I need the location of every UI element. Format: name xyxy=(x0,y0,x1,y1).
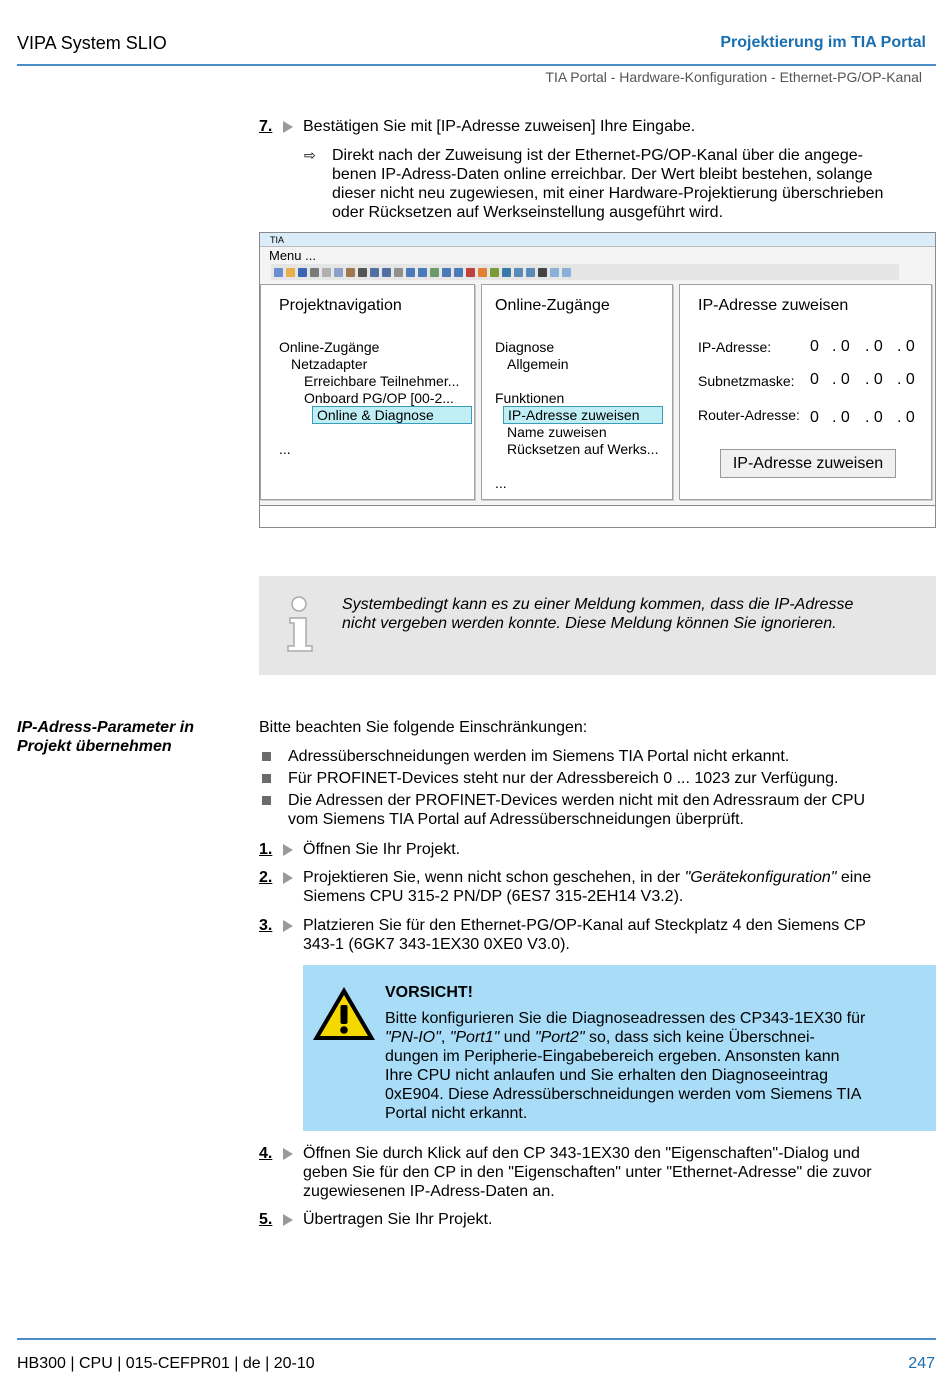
step-number: 2. xyxy=(259,869,273,886)
caution-emphasis: "Port2" xyxy=(534,1029,585,1046)
step-text: eine xyxy=(836,869,872,886)
caution-text: und xyxy=(499,1029,535,1046)
panel-project-navigation xyxy=(260,284,475,500)
panel-assign-ip xyxy=(679,284,932,500)
result-line: dieser nicht neu zugewiesen, mit einer Hardware-Projektierung überschrieben xyxy=(332,185,884,202)
step-4 xyxy=(259,1144,929,1201)
tree-item-online-diagnostics[interactable]: Online & Diagnose xyxy=(312,406,472,424)
nav-item-functions[interactable]: Funktionen xyxy=(495,390,565,406)
step-arrow-icon xyxy=(283,1214,293,1226)
caution-text: , xyxy=(440,1029,450,1046)
tree-item-onboard-pgop[interactable]: Onboard PG/OP [00-2... xyxy=(304,390,454,406)
step-7-result xyxy=(304,146,924,222)
step-text: Platzieren Sie für den Ethernet-PG/OP-Kanal auf Steckplatz 4 den Siemens CP xyxy=(303,917,866,934)
result-line: Direkt nach der Zuweisung ist der Ethernet-PG/OP-Kanal über die angege- xyxy=(332,147,863,164)
step-text: zugewiesenen IP-Adress-Daten an. xyxy=(303,1183,555,1200)
step-text: Projektieren Sie, wenn nicht schon geschehen, in der xyxy=(303,869,685,886)
step-arrow-icon xyxy=(283,920,293,932)
step-1 xyxy=(259,840,929,859)
upload-icon xyxy=(418,268,427,277)
caution-line: Bitte konfigurieren Sie die Diagnoseadressen des CP343-1EX30 für xyxy=(385,1010,866,1027)
header-product: VIPA System SLIO xyxy=(17,33,167,53)
nav-item-reset-factory[interactable]: Rücksetzen auf Werks... xyxy=(507,441,659,457)
result-line: oder Rücksetzen auf Werkseinstellung ausgeführt wird. xyxy=(332,204,724,221)
nav-item-assign-ip[interactable]: IP-Adresse zuweisen xyxy=(503,406,663,424)
side-heading-line: Projekt übernehmen xyxy=(17,738,172,755)
split-vertical-icon xyxy=(526,268,535,277)
step-arrow-icon xyxy=(283,1148,293,1160)
bullet-square-icon xyxy=(262,752,271,761)
ip-octet-3[interactable]: . 0 xyxy=(865,338,883,355)
step-arrow-icon xyxy=(283,844,293,856)
undo-icon xyxy=(370,268,379,277)
step-text: Bestätigen Sie mit [IP-Adresse zuweisen] Ihre Eingabe. xyxy=(303,118,696,135)
split-horizontal-icon xyxy=(514,268,523,277)
simulate-icon xyxy=(430,268,439,277)
caution-line: dungen im Peripherie-Eingabebereich ergeben. Ansonsten kann xyxy=(385,1048,840,1065)
bullet-text: Für PROFINET-Devices steht nur der Adressbereich 0 ... 1023 zur Verfügung. xyxy=(288,770,839,787)
window-icon xyxy=(550,268,559,277)
delete-icon xyxy=(358,268,367,277)
panel-title: IP-Adresse zuweisen xyxy=(698,297,849,314)
tree-item-network-adapter[interactable]: Netzadapter xyxy=(291,356,368,372)
ip-octet-2[interactable]: . 0 xyxy=(832,338,850,355)
caution-text: so, dass sich keine Überschnei- xyxy=(584,1029,815,1046)
footer-document-id: HB300 | CPU | 015-CEFPR01 | de | 20-10 xyxy=(17,1355,315,1372)
router-address-label: Router-Adresse: xyxy=(698,407,800,423)
nav-item-more: ... xyxy=(495,475,507,491)
go-offline-icon xyxy=(454,268,463,277)
step-emphasis: "Gerätekonfiguration" xyxy=(684,869,837,886)
print-icon xyxy=(310,268,319,277)
caution-line: Portal nicht erkannt. xyxy=(385,1105,528,1122)
router-octet-1[interactable]: 0 xyxy=(810,409,819,426)
step-text: Übertragen Sie Ihr Projekt. xyxy=(303,1211,493,1228)
new-icon xyxy=(274,268,283,277)
caution-box xyxy=(303,965,936,1131)
info-note xyxy=(259,576,936,675)
page-number: 247 xyxy=(908,1355,935,1372)
maximize-icon xyxy=(562,268,571,277)
tia-screenshot xyxy=(259,232,936,528)
mask-octet-3[interactable]: . 0 xyxy=(865,371,883,388)
tia-status-bar xyxy=(260,505,935,527)
tree-item-online-access[interactable]: Online-Zugänge xyxy=(279,339,380,355)
header-rule xyxy=(17,64,936,66)
intro-text: Bitte beachten Sie folgende Einschränkungen: xyxy=(259,719,588,736)
step-arrow-icon xyxy=(283,121,293,133)
stop-icon xyxy=(466,268,475,277)
warning-triangle-icon xyxy=(311,985,377,1043)
tia-menu: Menu ... xyxy=(269,248,316,263)
info-icon xyxy=(284,596,316,654)
step-text: Öffnen Sie Ihr Projekt. xyxy=(303,841,461,858)
nav-item-general[interactable]: Allgemein xyxy=(507,356,569,372)
caution-emphasis: "Port1" xyxy=(449,1029,500,1046)
ip-octet-4[interactable]: . 0 xyxy=(897,338,915,355)
step-number: 4. xyxy=(259,1145,273,1162)
step-3 xyxy=(259,916,929,954)
header-chapter: Projektierung im TIA Portal xyxy=(720,34,926,51)
tree-item-accessible-nodes[interactable]: Erreichbare Teilnehmer... xyxy=(304,373,460,389)
tree-item-more: ... xyxy=(279,441,291,457)
caution-heading: VORSICHT! xyxy=(385,984,473,1001)
router-octet-4[interactable]: . 0 xyxy=(897,409,915,426)
ip-octet-1[interactable]: 0 xyxy=(810,338,819,355)
mask-octet-1[interactable]: 0 xyxy=(810,371,819,388)
compile-icon xyxy=(394,268,403,277)
step-number: 7. xyxy=(259,118,273,135)
bullet-item xyxy=(259,747,929,766)
bullet-text: vom Siemens TIA Portal auf Adressüberschneidungen überprüft. xyxy=(288,811,744,828)
caution-emphasis: "PN-IO" xyxy=(385,1029,441,1046)
accessible-devices-icon xyxy=(478,268,487,277)
step-text: geben Sie für den CP in den "Eigenschaften" unter "Ethernet-Adresse" die zuvor xyxy=(303,1164,872,1181)
close-icon xyxy=(538,268,547,277)
step-5 xyxy=(259,1210,929,1229)
caution-line: 0xE904. Diese Adressüberschneidungen werden vom Siemens TIA xyxy=(385,1086,862,1103)
result-arrow-icon: ⇨ xyxy=(304,147,316,163)
tia-toolbar xyxy=(271,264,899,280)
mask-octet-4[interactable]: . 0 xyxy=(897,371,915,388)
router-octet-2[interactable]: . 0 xyxy=(832,409,850,426)
caution-line: Ihre CPU nicht anlaufen und Sie erhalten den Diagnoseeintrag xyxy=(385,1067,828,1084)
start-cpu-icon xyxy=(490,268,499,277)
mask-octet-2[interactable]: . 0 xyxy=(832,371,850,388)
cross-ref-icon xyxy=(502,268,511,277)
step-text: 343-1 (6GK7 343-1EX30 0XE0 V3.0). xyxy=(303,936,570,953)
header-section: TIA Portal - Hardware-Konfiguration - Ethernet-PG/OP-Kanal xyxy=(545,69,922,85)
bullet-text: Adressüberschneidungen werden im Siemens TIA Portal nicht erkannt. xyxy=(288,748,790,765)
panel-title: Projektnavigation xyxy=(279,297,402,314)
step-text: Öffnen Sie durch Klick auf den CP 343-1EX30 den "Eigenschaften"-Dialog und xyxy=(303,1145,860,1162)
step-number: 5. xyxy=(259,1211,273,1228)
subnet-mask-label: Subnetzmaske: xyxy=(698,373,795,389)
panel-online-access xyxy=(481,284,673,500)
step-text: Siemens CPU 315-2 PN/DP (6ES7 315-2EH14 V3.2). xyxy=(303,888,684,905)
download-icon xyxy=(406,268,415,277)
redo-icon xyxy=(382,268,391,277)
step-arrow-icon xyxy=(283,872,293,884)
step-number: 3. xyxy=(259,917,273,934)
open-icon xyxy=(286,268,295,277)
save-icon xyxy=(298,268,307,277)
paste-icon xyxy=(346,268,355,277)
router-octet-3[interactable]: . 0 xyxy=(865,409,883,426)
bullet-item xyxy=(259,769,929,788)
step-7 xyxy=(259,117,929,136)
panel-title: Online-Zugänge xyxy=(495,297,610,314)
bullet-item xyxy=(259,791,929,829)
bullet-text: Die Adressen der PROFINET-Devices werden nicht mit den Adressraum der CPU xyxy=(288,792,866,809)
bullet-square-icon xyxy=(262,774,271,783)
cut-icon xyxy=(322,268,331,277)
copy-icon xyxy=(334,268,343,277)
nav-item-diagnostics[interactable]: Diagnose xyxy=(495,339,555,355)
side-heading xyxy=(17,718,247,756)
tia-title-bar: TIA xyxy=(260,233,935,247)
assign-ip-button[interactable]: IP-Adresse zuweisen xyxy=(720,449,896,478)
bullet-square-icon xyxy=(262,796,271,805)
note-line: Systembedingt kann es zu einer Meldung kommen, dass die IP-Adresse xyxy=(342,596,854,613)
ip-address-label: IP-Adresse: xyxy=(698,339,772,355)
step-number: 1. xyxy=(259,841,273,858)
step-2 xyxy=(259,868,929,906)
nav-item-assign-name[interactable]: Name zuweisen xyxy=(507,424,607,440)
note-line: nicht vergeben werden konnte. Diese Meldung können Sie ignorieren. xyxy=(342,615,837,632)
go-online-icon xyxy=(442,268,451,277)
result-line: benen IP-Adress-Daten online erreichbar. Der Wert bleibt bestehen, solange xyxy=(332,166,873,183)
footer-rule xyxy=(17,1338,936,1340)
side-heading-line: IP-Adress-Parameter in xyxy=(17,719,194,736)
